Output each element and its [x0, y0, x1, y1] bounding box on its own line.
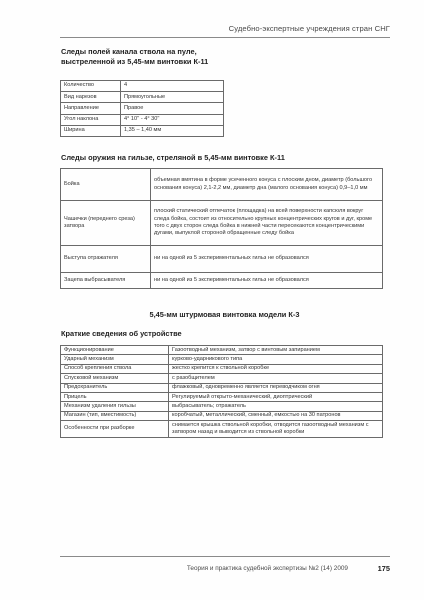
row-value: ни на одной из 5 экспериментальных гильз не образовался	[151, 273, 383, 289]
row-label: Угол наклона	[61, 114, 121, 125]
section1-heading	[61, 47, 208, 66]
bore-traces-table	[60, 80, 224, 137]
row-label: Механизм удаления гильзы	[61, 402, 169, 411]
table-row	[61, 374, 383, 383]
row-label: Спусковой механизм	[61, 374, 169, 383]
row-value: курково-ударникового типа	[169, 355, 383, 364]
row-label: Предохранитель	[61, 383, 169, 392]
section3-heading: Краткие сведения об устройстве	[61, 329, 182, 338]
row-value: Правое	[121, 103, 224, 114]
table-row	[61, 201, 383, 246]
table-row	[61, 92, 224, 103]
table-row	[61, 169, 383, 201]
table-row	[61, 246, 383, 273]
row-value: Прямоугольные	[121, 92, 224, 103]
section1-heading-line2: выстреленной из 5,45-мм винтовки К-11	[61, 56, 209, 66]
row-value: жестко крепится к ствольной коробке	[169, 364, 383, 373]
row-label: Зацепа выбрасывателя	[61, 273, 151, 289]
row-label: Бойка	[61, 169, 151, 201]
running-header: Судебно-экспертные учреждения стран СНГ	[228, 24, 390, 33]
row-label: Способ крепления ствола	[61, 364, 169, 373]
row-label: Особенности при разборке	[61, 421, 169, 438]
section2-heading: Следы оружия на гильзе, стреляной в 5,45-мм винтовке К-11	[61, 153, 285, 162]
table-row	[61, 273, 383, 289]
row-value: с разобщителем	[169, 374, 383, 383]
row-label: Количество	[61, 81, 121, 92]
row-value: флажковый, одновременно является переводчиком огня	[169, 383, 383, 392]
footer-divider	[60, 556, 390, 557]
table-row	[61, 421, 383, 438]
row-value: Газоотводный механизм, затвор с винтовым запиранием	[169, 346, 383, 355]
table-row	[61, 103, 224, 114]
table-row	[61, 411, 383, 420]
table-row	[61, 364, 383, 373]
row-label: Прицель	[61, 393, 169, 402]
row-label: Направление	[61, 103, 121, 114]
table-row	[61, 393, 383, 402]
table-row	[61, 114, 224, 125]
row-value: коробчатый, металлический, сменный, емкостью на 30 патронов	[169, 411, 383, 420]
row-label: Ширина	[61, 125, 121, 136]
header-divider	[60, 37, 390, 38]
cartridge-traces-table	[60, 168, 383, 289]
row-value: 4° 10'' - 4° 30''	[121, 114, 224, 125]
table-row	[61, 346, 383, 355]
device-info-table	[60, 345, 383, 438]
page-number: 175	[377, 564, 390, 573]
row-value: ни на одной из 5 экспериментальных гильз не образовался	[151, 246, 383, 273]
row-value: выбрасыватель; отражатель	[169, 402, 383, 411]
section1-heading-line1: Следы полей канала ствола на пуле,	[61, 47, 197, 56]
table-row	[61, 81, 224, 92]
row-value: плоский статический отпечаток (площадка) на всей поверхности капсюля вокруг следа бойка, состоит из относительно крупных концентрических кругов и дуг, кроме того с двух сторон следа бойка в нижней части пересекаются концентрическими дугами, выпуклой стороной обращенные следу бойка	[151, 201, 383, 246]
row-label: Магазин (тип, вместимость)	[61, 411, 169, 420]
row-value: 4	[121, 81, 224, 92]
rifle-model-title: 5,45-мм штурмовая винтовка модели К-3	[149, 310, 300, 319]
row-value: снимается крышка ствольной коробки, отводится газоотводный механизм с затвором назад и выводится из ствольной коробки	[169, 421, 383, 438]
row-label: Вид нарезов	[61, 92, 121, 103]
row-value: объемная вмятина в форме усеченного конуса с плоским дном, диаметр (большого основания конуса) 2,1-2,2 мм, диаметр дна (малого основания конуса) 0,9–1,0 мм	[151, 169, 383, 201]
table-row	[61, 402, 383, 411]
row-label: Функционирование	[61, 346, 169, 355]
row-label: Ударный механизм	[61, 355, 169, 364]
table-row	[61, 355, 383, 364]
table-row	[61, 383, 383, 392]
row-label: Выступа отражателя	[61, 246, 151, 273]
row-value: 1,35 – 1,40 мм	[121, 125, 224, 136]
journal-title: Теория и практика судебной экспертизы №2 (14) 2009	[186, 565, 348, 572]
row-value: Регулируемый открыто-механический, диоптрический	[169, 393, 383, 402]
table-row	[61, 125, 224, 136]
row-label: Чашечки (переднего среза) затвора	[61, 201, 151, 246]
